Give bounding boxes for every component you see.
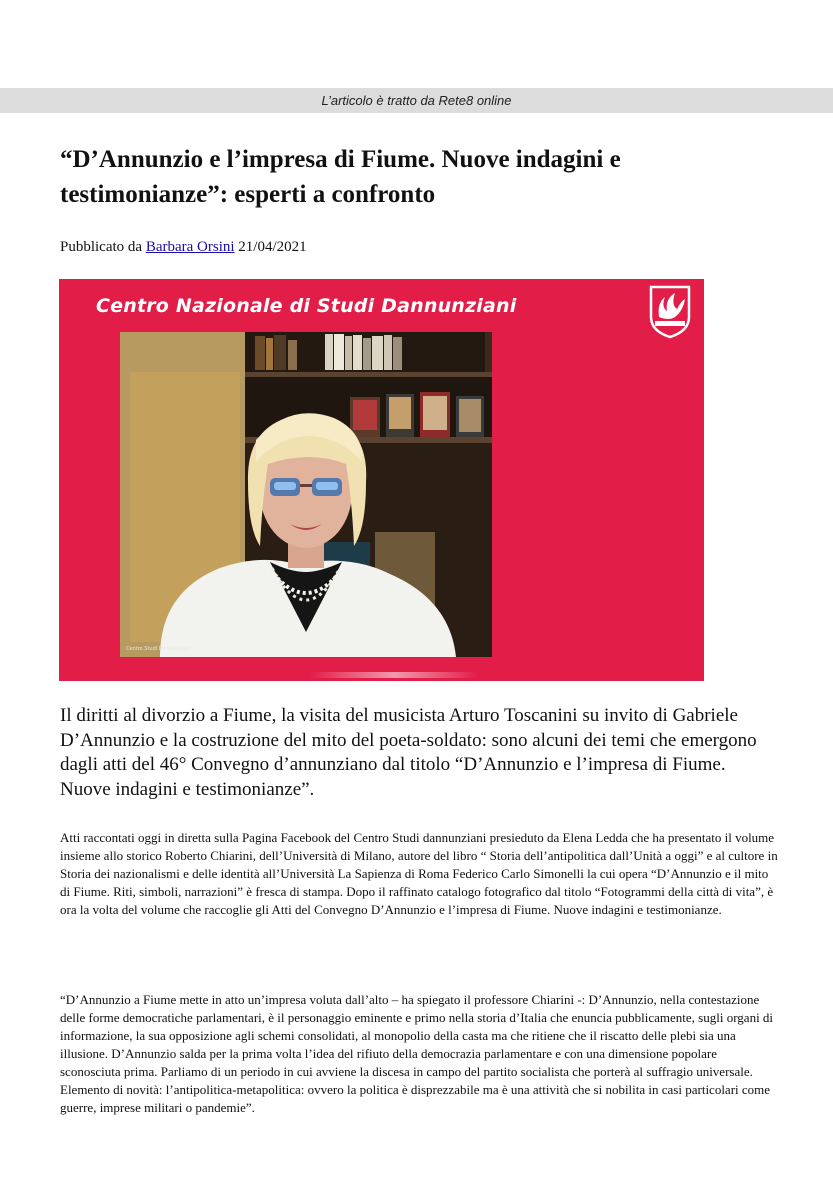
byline: [60, 239, 307, 256]
video-caption: Centro Studi Dannunziani: [126, 646, 190, 652]
source-banner: [0, 88, 833, 113]
winged-emblem-icon: [641, 281, 699, 339]
article-paragraph-1: Atti raccontati oggi in diretta sulla Pagina Facebook del Centro Studi dannunziani presieduto da Elena Ledda che ha presentato il volume insieme allo storico Roberto Chiarini, dell’Università di Milano, autore del libro “ Storia dell’antipolitica dall’Unità a oggi” e al cultore in Storia dei nazionalismi e delle identità all’Università La Sapienza di Roma Federico Carlo Simonelli la cui opera “D’Annunzio e il mito di Fiume. Riti, simboli, narrazioni” è fresca di stampa. Dopo il raffinato catalogo fotografico dal titolo “Fotogrammi della città di vita”, è ora la volta del volume che raccoglie gli Atti del Convegno D’Annunzio e l’impresa di Fiume. Nuove indagini e testimonianze.: [60, 830, 778, 917]
article-lead: Il diritti al divorzio a Fiume, la visita del musicista Arturo Toscanini su invito di Gabriele D’Annunzio e la costruzione del mito del poeta-soldato: sono alcuni dei temi che emergono dagli atti del 46° Convegno d’annunziano dal titolo “D’Annunzio e l’impresa di Fiume. Nuove indagini e testimonianze”.: [60, 705, 757, 800]
article-paragraph-2: “D’Annunzio a Fiume mette in atto un’impresa voluta dall’alto – ha spiegato il professore Chiarini -: D’Annunzio, nella contestazione delle forme democratiche parlamentari, è il personaggio eminente e primo nella storia d’Italia che enuncia pubblicamente, sugli organi di informazione, la sua opposizione agli schemi consolidati, al monopolio della casta ma che ritiene che il riscatto delle plebi sia una illusione. D’Annunzio salda per la prima volta l’idea del rifiuto della democrazia parlamentare e con una dimensione popolare sconosciuta prima. Parliamo di un periodo in cui avviene la discesa in campo del partito socialista che porterà al suffragio universale. Elemento di novità: l’antipolitica-metapolitica: ovvero la politica è disprezzabile ma è una attività che si nobilita in casi particolari come guerre, imprese militari o pandemie”.: [60, 992, 774, 1115]
article-image: [59, 279, 704, 681]
author-link[interactable]: Barbara Orsini: [145, 239, 235, 255]
source-banner-text: L’articolo è tratto da Rete8 online: [321, 93, 512, 108]
publish-date: 21/04/2021: [238, 239, 307, 255]
video-frame[interactable]: [120, 332, 492, 657]
article-title: “D’Annunzio e l’impresa di Fiume. Nuove indagini e testimonianze”: esperti a confronto: [60, 146, 621, 208]
byline-prefix: Pubblicato da: [60, 239, 143, 255]
image-bottom-text-fragment: [309, 672, 479, 678]
image-heading: Centro Nazionale di Studi Dannunziani: [96, 295, 517, 317]
